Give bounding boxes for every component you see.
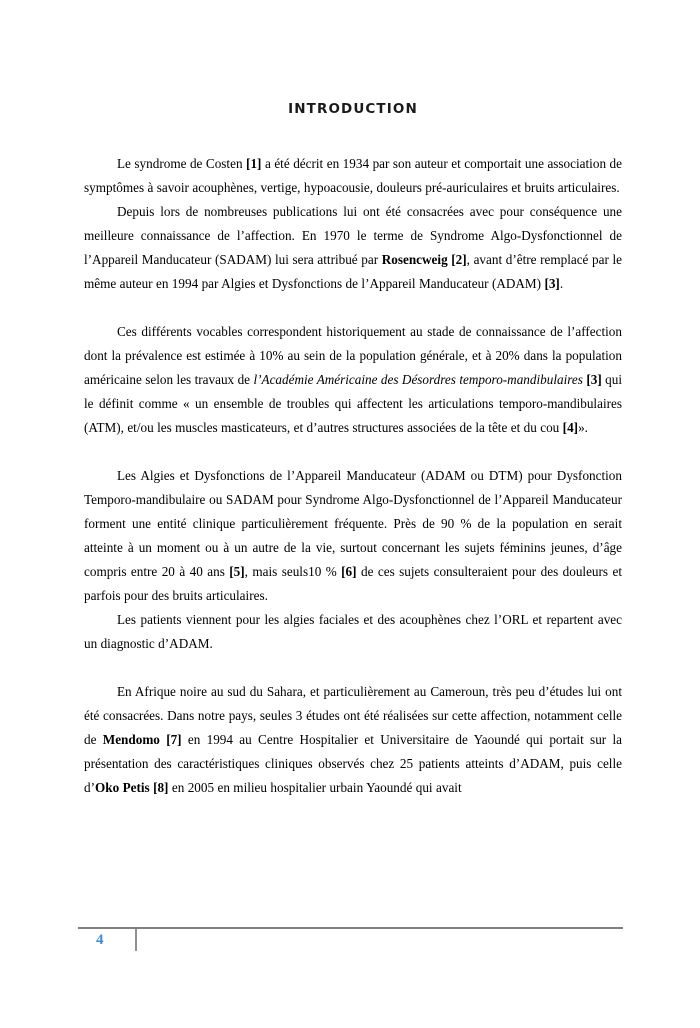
paragraph bbox=[84, 200, 622, 296]
footer-divider bbox=[78, 927, 623, 929]
paragraph bbox=[84, 608, 622, 656]
text-run: ». bbox=[578, 420, 588, 435]
text-run: qui le définit comme « un ensemble de troubles qui affectent les articulations temporo-mandibulaires (ATM), et/ou les muscles masticateurs, et d’autres structures associées de la tête et du cou bbox=[84, 372, 622, 435]
text-run: en 2005 en milieu hospitalier urbain Yaoundé qui avait bbox=[168, 780, 462, 795]
italic-phrase: l’Académie Américaine des Désordres temporo-mandibulaires bbox=[253, 372, 583, 387]
paragraph bbox=[84, 152, 622, 200]
reference-marker: [6] bbox=[341, 564, 357, 579]
text-run: , avant d’être remplacé par le même auteur en 1994 par Algies et Dysfonctions de l’Appareil Manducateur (ADAM) bbox=[84, 252, 622, 291]
paragraph bbox=[84, 464, 622, 608]
paragraph bbox=[84, 680, 622, 800]
text-run: Le syndrome de Costen bbox=[117, 156, 247, 171]
reference-marker: [1] bbox=[246, 156, 262, 171]
text-run: En Afrique noire au sud du Sahara, et particulièrement au Cameroun, très peu d’études lui ont été consacrées. Dans notre pays, seules 3 études ont été réalisées sur cette affection, notamment celle de bbox=[84, 684, 622, 747]
reference-marker: Mendomo [7] bbox=[102, 732, 182, 747]
reference-marker: Rosencweig [2] bbox=[381, 252, 467, 267]
text-run: Depuis lors de nombreuses publications lui ont été consacrées avec pour conséquence une meilleure connaissance de l’affection. En 1970 le terme de Syndrome Algo-Dysfonctionnel de l’Appareil Manducateur (SADAM) lui sera attribué par bbox=[84, 204, 622, 267]
page-number: 4 bbox=[96, 932, 104, 948]
text-run: Ces différents vocables correspondent historiquement au stade de connaissance de l’affection dont la prévalence est estimée à 10% au sein de la population générale, et à 20% dans la population américaine selon les travaux de bbox=[84, 324, 622, 387]
paragraph bbox=[84, 320, 622, 440]
footer-tick-mark bbox=[135, 929, 137, 951]
reference-marker: [4] bbox=[562, 420, 579, 435]
reference-marker: [5] bbox=[229, 564, 245, 579]
text-run: en 1994 au Centre Hospitalier et Universitaire de Yaoundé qui portait sur la présentation des caractéristiques cliniques observés chez 25 patients atteints d’ADAM, puis celle d’ bbox=[84, 732, 622, 795]
reference-marker: Oko Petis [8] bbox=[95, 780, 169, 795]
page-title: INTRODUCTION bbox=[288, 101, 418, 117]
text-run: a été décrit en 1934 par son auteur et comportait une association de symptômes à savoir acouphènes, vertige, hypoacousie, douleurs pré-auriculaires et bruits articulaires. bbox=[84, 156, 622, 195]
document-body bbox=[84, 152, 622, 800]
text-run: Les patients viennent pour les algies faciales et des acouphènes chez l’ORL et repartent avec un diagnostic d’ADAM. bbox=[84, 612, 622, 651]
text-run: . bbox=[559, 276, 564, 291]
reference-marker: [3] bbox=[586, 372, 602, 387]
reference-marker: [3] bbox=[544, 276, 560, 291]
text-run: , mais seuls10 % bbox=[244, 564, 342, 579]
text-run: de ces sujets consulteraient pour des douleurs et parfois pour des bruits articulaires. bbox=[84, 564, 623, 603]
text-run: Les Algies et Dysfonctions de l’Appareil Manducateur (ADAM ou DTM) pour Dysfonction Temporo-mandibulaire ou SADAM pour Syndrome Algo-Dysfonctionnel de l’Appareil Manducateur forment une entité clinique particulièrement fréquente. Près de 90 % de la population en serait atteinte à un moment ou à un autre de la vie, surtout concernant les sujets féminins jeunes, d’âge compris entre 20 à 40 ans bbox=[84, 468, 622, 579]
